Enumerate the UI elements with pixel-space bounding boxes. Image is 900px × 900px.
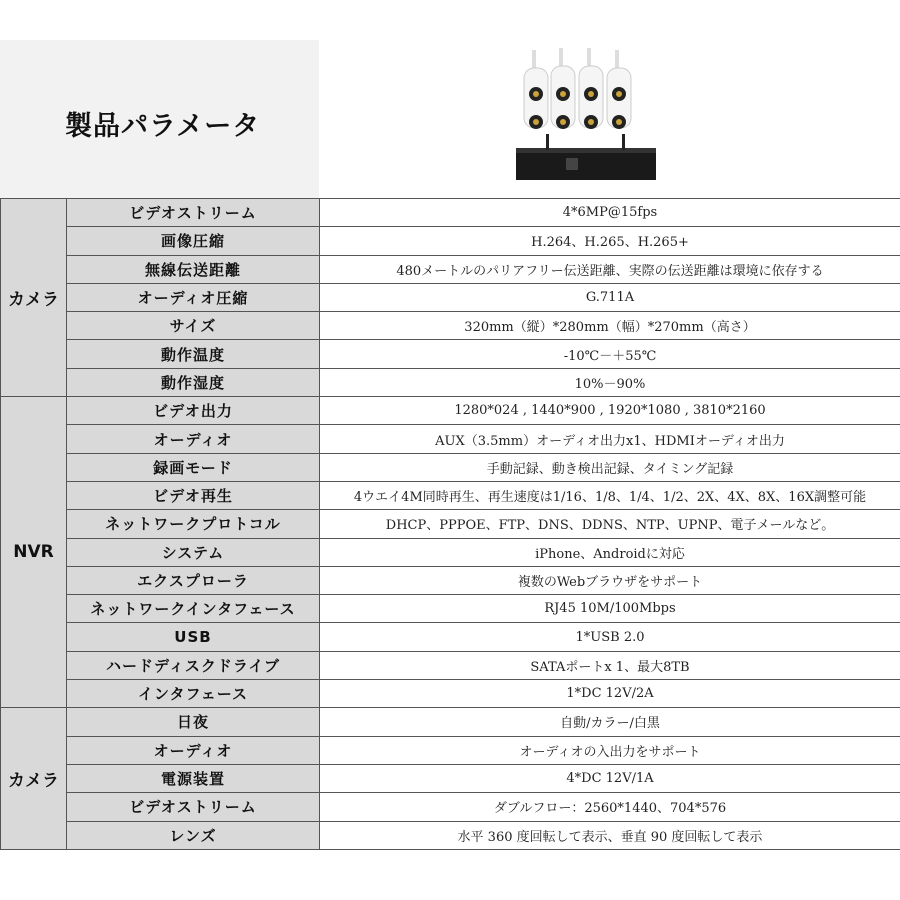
row-value: SATAポートx 1、最大8TB xyxy=(320,651,900,679)
table-row xyxy=(1,227,900,255)
table-row xyxy=(1,199,900,227)
table-row xyxy=(1,623,900,651)
table-row xyxy=(1,312,900,340)
table-row xyxy=(1,736,900,764)
row-label: ビデオ出力 xyxy=(67,397,320,425)
row-value: 手動記録、動き検出記録、タイミング記録 xyxy=(320,453,900,481)
page-title: 製品パラメータ xyxy=(65,111,261,142)
row-label: USB xyxy=(67,623,320,651)
row-value: ダブルフロー：2560*1440、704*576 xyxy=(320,793,900,821)
table-row xyxy=(1,283,900,311)
row-label: 電源装置 xyxy=(67,764,320,792)
header xyxy=(0,40,900,198)
row-label: 動作湿度 xyxy=(67,368,320,396)
table-row xyxy=(1,595,900,623)
row-value: 1280*024 , 1440*900 , 1920*1080 , 3810*2160 xyxy=(320,397,900,425)
row-value: AUX（3.5mm）オーディオ出力x1、HDMIオーディオ出力 xyxy=(320,425,900,453)
row-value: G.711A xyxy=(320,283,900,311)
product-image xyxy=(320,40,900,198)
table-row xyxy=(1,340,900,368)
table-row xyxy=(1,510,900,538)
group-label-camera: カメラ xyxy=(1,199,67,397)
row-value: オーディオの入出力をサポート xyxy=(320,736,900,764)
row-value: 10%－90% xyxy=(320,368,900,396)
row-value: 1*DC 12V/2A xyxy=(320,680,900,708)
table-row xyxy=(1,651,900,679)
row-label: 画像圧縮 xyxy=(67,227,320,255)
table-row xyxy=(1,708,900,736)
row-value: 複数のWebブラウザをサポート xyxy=(320,566,900,594)
row-label: インタフェース xyxy=(67,680,320,708)
row-label: ビデオ再生 xyxy=(67,481,320,509)
title-cell xyxy=(0,40,319,198)
row-label: 無線伝送距離 xyxy=(67,255,320,283)
row-label: 動作温度 xyxy=(67,340,320,368)
row-label: オーディオ xyxy=(67,425,320,453)
table-row xyxy=(1,481,900,509)
row-value: H.264、H.265、H.265+ xyxy=(320,227,900,255)
row-label: ハードディスクドライブ xyxy=(67,651,320,679)
table-row xyxy=(1,680,900,708)
row-value: 1*USB 2.0 xyxy=(320,623,900,651)
product-image-cell xyxy=(320,40,900,198)
table-row xyxy=(1,821,900,849)
row-label: 日夜 xyxy=(67,708,320,736)
row-value: iPhone、Androidに対応 xyxy=(320,538,900,566)
row-value: 自動/カラー/白黒 xyxy=(320,708,900,736)
row-label: レンズ xyxy=(67,821,320,849)
row-value: -10℃－＋55℃ xyxy=(320,340,900,368)
row-value: 水平 360 度回転して表示、垂直 90 度回転して表示 xyxy=(320,821,900,849)
row-label: オーディオ xyxy=(67,736,320,764)
row-label: ビデオストリーム xyxy=(67,199,320,227)
row-value: 4ウエイ4M同時再生、再生速度は1/16、1/8、1/4、1/2、2X、4X、8X、16X調整可能 xyxy=(320,481,900,509)
table-row xyxy=(1,538,900,566)
table-row xyxy=(1,764,900,792)
group-label-camera: カメラ xyxy=(1,708,67,849)
table-row xyxy=(1,793,900,821)
row-label: 録画モード xyxy=(67,453,320,481)
row-value: RJ45 10M/100Mbps xyxy=(320,595,900,623)
table-row xyxy=(1,566,900,594)
group-label-nvr: NVR xyxy=(1,397,67,708)
row-label: オーディオ圧縮 xyxy=(67,283,320,311)
row-value: 4*6MP@15fps xyxy=(320,199,900,227)
row-value: 320mm（縦）*280mm（幅）*270mm（高さ） xyxy=(320,312,900,340)
row-label: ネットワークインタフェース xyxy=(67,595,320,623)
row-value: DHCP、PPPOE、FTP、DNS、DDNS、NTP、UPNP、電子メールなど。 xyxy=(320,510,900,538)
row-label: エクスプローラ xyxy=(67,566,320,594)
spec-sheet xyxy=(0,40,900,860)
nvr-recorder-icon xyxy=(516,134,656,180)
row-value: 4*DC 12V/1A xyxy=(320,764,900,792)
row-value: 480メートルのパリアフリー伝送距離、実際の伝送距離は環境に依存する xyxy=(320,255,900,283)
table-row xyxy=(1,453,900,481)
row-label: ネットワークプロトコル xyxy=(67,510,320,538)
table-row xyxy=(1,397,900,425)
row-label: ビデオストリーム xyxy=(67,793,320,821)
spec-table xyxy=(0,198,900,850)
row-label: システム xyxy=(67,538,320,566)
table-row xyxy=(1,368,900,396)
camera-icons xyxy=(524,48,631,129)
row-label: サイズ xyxy=(67,312,320,340)
table-row xyxy=(1,425,900,453)
table-row xyxy=(1,255,900,283)
